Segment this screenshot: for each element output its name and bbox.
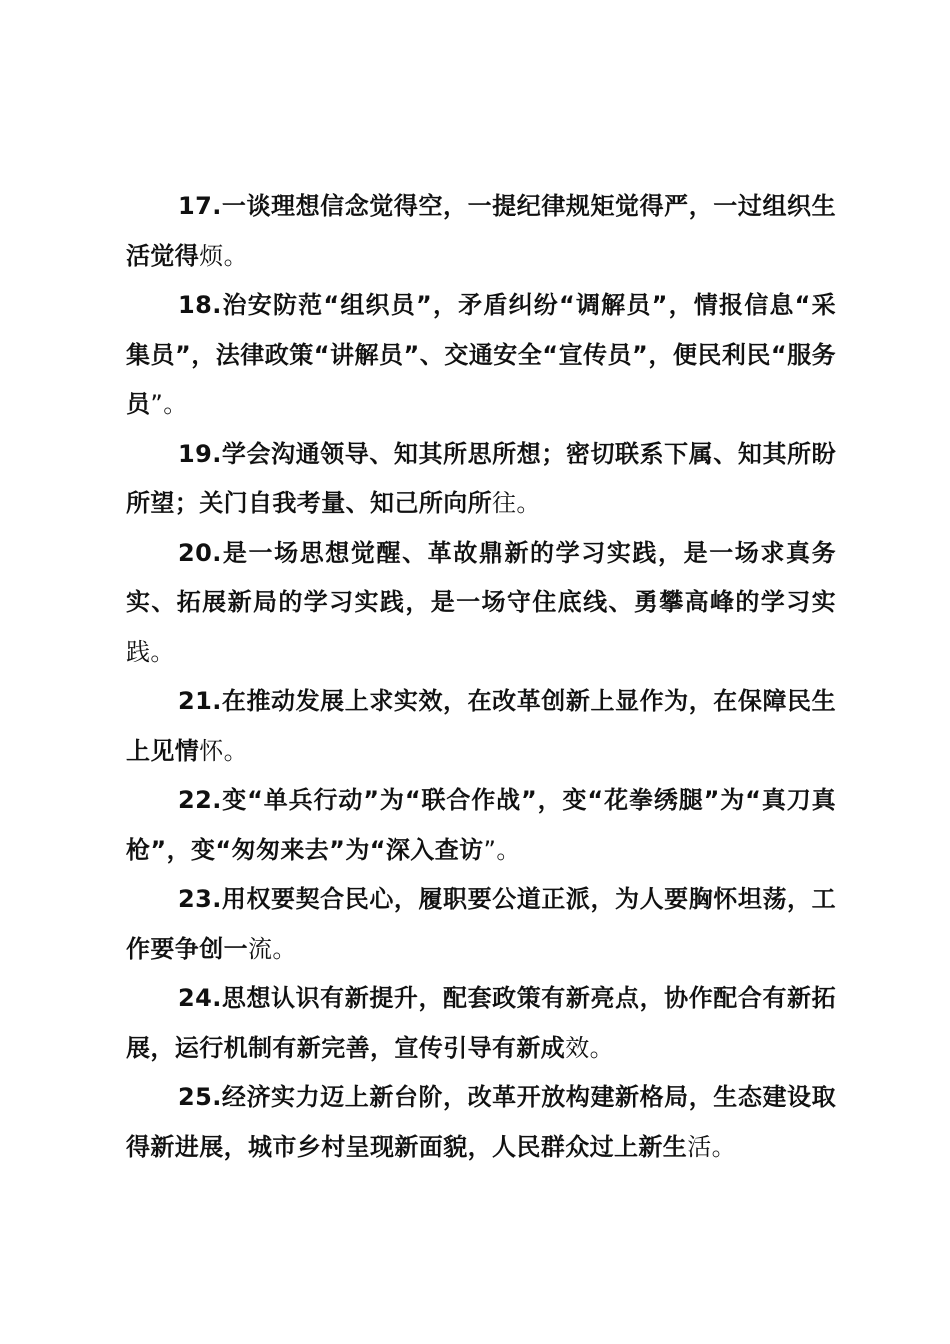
paragraph-text: 25.经济实力迈上新台阶，改革开放构建新格局，生态建设取得新进展，城市乡村呈现新面貌，人民群众过上新生 bbox=[126, 1083, 836, 1161]
paragraph-21 bbox=[126, 677, 836, 776]
paragraph-text: 24.思想认识有新提升，配套政策有新亮点，协作配合有新拓展，运行机制有新完善，宣传引导有新成 bbox=[126, 984, 836, 1062]
paragraph-tail: 活。 bbox=[687, 1132, 737, 1161]
paragraph-text: 20.是一场思想觉醒、革故鼎新的学习实践，是一场求真务实、拓展新局的学习实践，是一场守住底线、勇攀高峰的学习实 bbox=[126, 538, 836, 616]
paragraph-20 bbox=[126, 529, 836, 678]
paragraph-tail: 烦。 bbox=[199, 241, 249, 270]
paragraph-tail: 践。 bbox=[126, 637, 175, 666]
paragraph-tail: 怀。 bbox=[199, 736, 249, 765]
paragraph-23 bbox=[126, 875, 836, 974]
paragraph-tail: ”。 bbox=[483, 835, 521, 864]
paragraph-text: 22.变“单兵行动”为“联合作战”，变“花拳绣腿”为“真刀真枪”，变“匆匆来去”为“深入查访 bbox=[126, 786, 836, 864]
paragraph-24 bbox=[126, 974, 836, 1073]
paragraph-tail: ”。 bbox=[150, 390, 188, 418]
paragraph-tail: 往。 bbox=[492, 489, 541, 517]
paragraph-text: 18.治安防范“组织员”，矛盾纠纷“调解员”，情报信息“采集员”，法律政策“讲解员”、交通安全“宣传员”，便民利民“服务员 bbox=[126, 291, 836, 418]
paragraph-tail: 效。 bbox=[565, 1033, 615, 1062]
document-body bbox=[126, 182, 836, 1172]
paragraph-17 bbox=[126, 182, 836, 281]
paragraph-19 bbox=[126, 430, 836, 529]
paragraph-22 bbox=[126, 776, 836, 875]
paragraph-25 bbox=[126, 1073, 836, 1172]
paragraph-tail: 流。 bbox=[248, 934, 297, 963]
paragraph-text: 23.用权要契合民心，履职要公道正派，为人要胸怀坦荡，工作要争创一 bbox=[126, 885, 836, 963]
paragraph-text: 17.一谈理想信念觉得空，一提纪律规矩觉得严，一过组织生活觉得 bbox=[126, 192, 836, 270]
paragraph-text: 21.在推动发展上求实效，在改革创新上显作为，在保障民生上见情 bbox=[126, 687, 836, 765]
paragraph-18 bbox=[126, 281, 836, 430]
paragraph-text: 19.学会沟通领导、知其所思所想；密切联系下属、知其所盼所望；关门自我考量、知己所向所 bbox=[126, 439, 836, 517]
